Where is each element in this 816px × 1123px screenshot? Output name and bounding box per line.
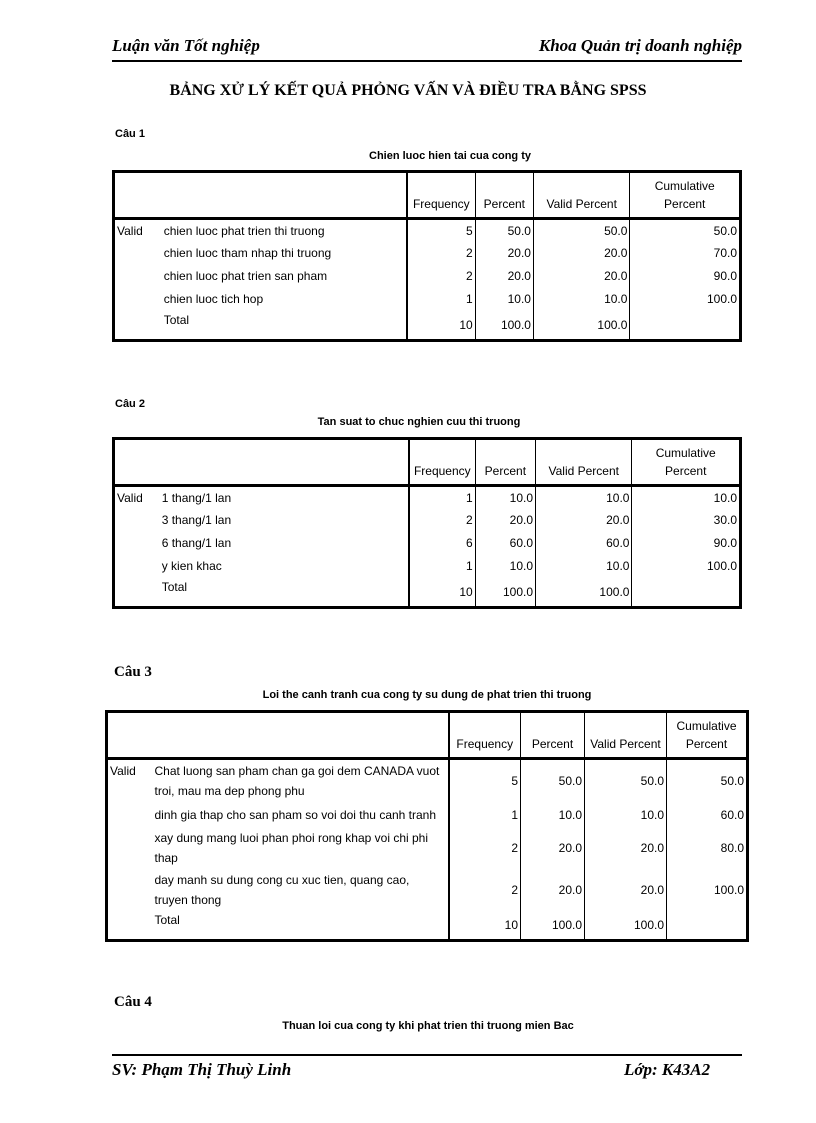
question-4-label: Câu 4 bbox=[114, 994, 152, 1010]
header-faculty-label: Khoa Quản trị doanh nghiệp bbox=[538, 36, 742, 55]
table-row: dinh gia thap cho san pham so voi doi thu canh tranh 1 10.0 10.0 60.0 bbox=[107, 803, 748, 827]
frequency-table-3 bbox=[105, 710, 749, 942]
table-row: chien luoc tham nhap thi truong 2 20.0 20.0 70.0 bbox=[114, 242, 741, 265]
table-1-title: Chien luoc hien tai cua cong ty bbox=[369, 150, 531, 162]
header-thesis-label: Luận văn Tốt nghiệp bbox=[112, 36, 260, 55]
valid-label: Valid bbox=[117, 223, 143, 238]
footer-rule bbox=[112, 1054, 742, 1056]
table-total-row: Total 10 100.0 100.0 bbox=[114, 311, 741, 341]
col-cumulative-percent: Cumulative Percent bbox=[630, 172, 741, 219]
table-header-row: Frequency Percent Valid Percent Cumulative Percent bbox=[114, 439, 741, 486]
frequency-table-1 bbox=[112, 170, 742, 342]
table-row: chien luoc phat trien san pham 2 20.0 20.0 90.0 bbox=[114, 265, 741, 288]
table-4-title: Thuan loi cua cong ty khi phat trien thi truong mien Bac bbox=[282, 1020, 574, 1032]
col-valid-percent: Valid Percent bbox=[533, 172, 629, 219]
col-frequency: Frequency bbox=[407, 172, 475, 219]
table-row: Valid Chat luong san pham chan ga goi dem CANADA vuot troi, mau ma dep phong phu 5 50.0 50.0 50.0 bbox=[107, 759, 748, 803]
page-title: BẢNG XỬ LÝ KẾT QUẢ PHỎNG VẤN VÀ ĐIỀU TRA BẰNG SPSS bbox=[169, 82, 647, 99]
table-2-title: Tan suat to chuc nghien cuu thi truong bbox=[317, 416, 521, 428]
table-row: chien luoc tich hop 1 10.0 10.0 100.0 bbox=[114, 288, 741, 311]
table-header-row: Frequency Percent Valid Percent Cumulative Percent bbox=[107, 712, 748, 759]
table-row: day manh su dung cong cu xuc tien, quang cao, truyen thong 2 20.0 20.0 100.0 bbox=[107, 869, 748, 911]
question-2-label: Câu 2 bbox=[115, 398, 145, 410]
table-row: 6 thang/1 lan 6 60.0 60.0 90.0 bbox=[114, 532, 741, 555]
page-header bbox=[112, 36, 742, 60]
table-total-row: Total 10 100.0 100.0 bbox=[107, 911, 748, 941]
footer-class-label: Lớp: K43A2 bbox=[624, 1060, 711, 1079]
table-3-title: Loi the canh tranh cua cong ty su dung de phat trien thi truong bbox=[262, 689, 592, 701]
frequency-table-2 bbox=[112, 437, 742, 609]
table-row: xay dung mang luoi phan phoi rong khap voi chi phi thap 2 20.0 20.0 80.0 bbox=[107, 827, 748, 869]
question-1-label: Câu 1 bbox=[115, 128, 145, 140]
footer-student-name: SV: Phạm Thị Thuỳ Linh bbox=[112, 1060, 292, 1079]
table-row: 3 thang/1 lan 2 20.0 20.0 30.0 bbox=[114, 509, 741, 532]
table-row: Valid chien luoc phat trien thi truong 5 50.0 50.0 50.0 bbox=[114, 219, 741, 242]
table-row: y kien khac 1 10.0 10.0 100.0 bbox=[114, 555, 741, 578]
table-row: Valid 1 thang/1 lan 1 10.0 10.0 10.0 bbox=[114, 486, 741, 509]
table-header-row bbox=[114, 172, 741, 219]
col-percent: Percent bbox=[475, 172, 533, 219]
header-rule bbox=[112, 60, 742, 62]
question-3-label: Câu 3 bbox=[114, 664, 152, 680]
table-total-row: Total 10 100.0 100.0 bbox=[114, 578, 741, 608]
